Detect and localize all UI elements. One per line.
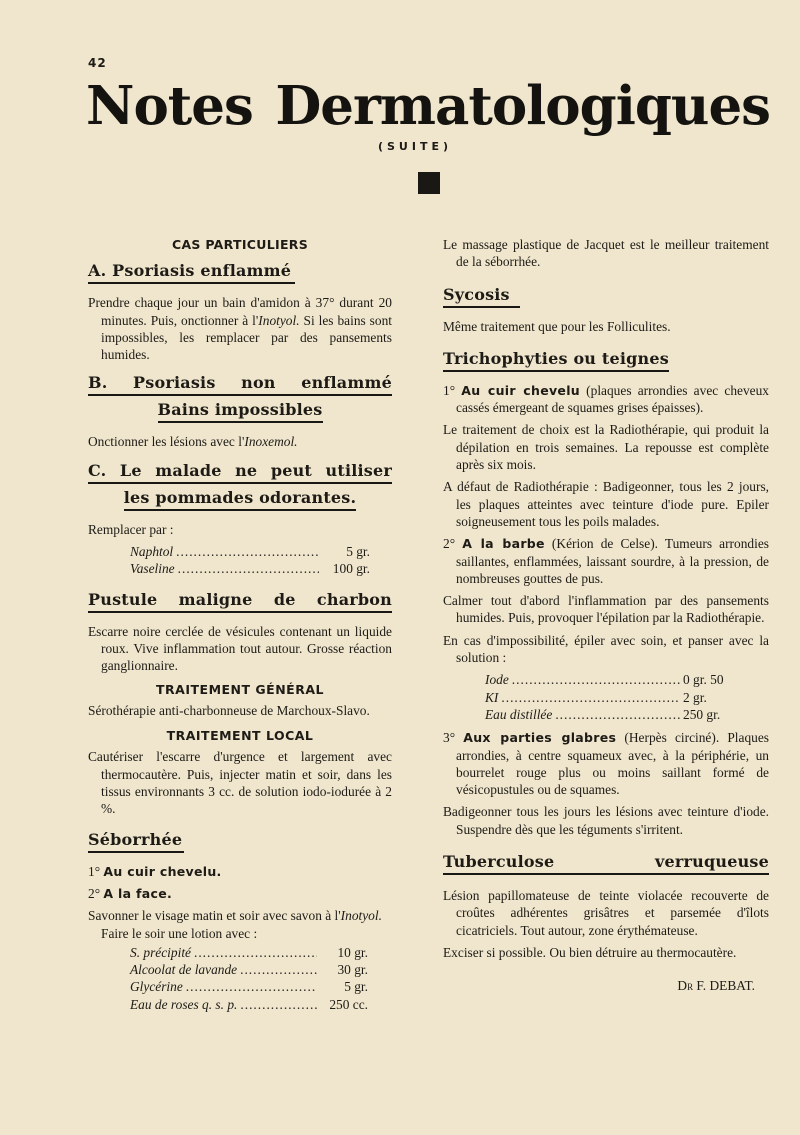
trichophyties-text-5: Calmer tout d'abord l'inflammation par des pansements humides. Puis, provoquer l'épilation par la Radiothérapie. xyxy=(443,593,769,626)
pustule-maligne-heading: Pustule maligne de charbon xyxy=(88,590,392,613)
tuberculose-heading: Tuberculose verruqueuse xyxy=(443,852,769,875)
traitement-general-heading: TRAITEMENT GÉNÉRAL xyxy=(156,681,324,697)
psoriasis-non-enflamme-text: Onctionner les lésions avec l'Inoxemol. xyxy=(88,434,298,450)
tuberculose-text: Lésion papillomateuse de teinte violacée recouverte de croûtes adhérentes grisâtres et parsemée d'îlots cicatriciels. Tout autour, zone érythémateuse. xyxy=(443,888,769,938)
malade-heading-line-1: C. Le malade ne peut utiliser xyxy=(88,461,392,484)
subtitle-suite: (SUITE) xyxy=(377,140,453,153)
trichophyties-item-1: 1° Au cuir chevelu (plaques arrondies avec cheveux cassés émergeant de squames grises épaisses). xyxy=(443,382,769,416)
prescription-row: Alcoolat de lavande ..... 30 gr. xyxy=(130,961,368,978)
trichophyties-text-2: Le traitement de choix est la Radiothérapie, qui produit la dépilation en trois semaines. La repousse est complète après six mois. xyxy=(443,422,769,473)
trichophyties-heading: Trichophyties ou teignes xyxy=(443,349,669,372)
tuberculose-text-2: Exciser si possible. Ou bien détruire au thermocautère. xyxy=(443,944,737,960)
prescription-row: Eau de roses q. s. p. ..... 250 cc. xyxy=(130,996,368,1013)
sycosis-text: Même traitement que pour les Folliculites. xyxy=(443,318,671,334)
bains-impossibles-heading: Bains impossibles xyxy=(158,400,323,423)
cas-particuliers-heading: CAS PARTICULIERS xyxy=(171,237,309,252)
psoriasis-enflamme-heading: A. Psoriasis enflammé xyxy=(88,261,295,284)
sycosis-heading: Sycosis xyxy=(443,285,520,308)
traitement-local-text: Cautériser l'escarre d'urgence et largement avec thermocautère. Puis, injecter matin et soir, dans les tissus environnants 3 cc. de solution iodo-iodurée à 2 %. xyxy=(88,749,392,817)
pustule-text: Escarre noire cerclée de vésicules contenant un liquide roux. Vive inflammation tout autour. Grosse réaction ganglionnaire. xyxy=(88,623,392,674)
prescription-row: KI ..... 2 gr. xyxy=(485,689,747,706)
trichophyties-item-2: 2° A la barbe (Kérion de Celse). Tumeurs arrondies saillantes, enflammées, laissant sourdre, à la pression, de nombreuses gouttes de pus. xyxy=(443,536,769,586)
page-title xyxy=(86,72,770,140)
seborrhee-item-1: 1° Au cuir chevelu. xyxy=(88,863,222,879)
seborrhee-heading: Séborrhée xyxy=(88,830,184,853)
seborrhee-text: Savonner le visage matin et soir avec savon à l'Inotyol. Faire le soir une lotion avec : xyxy=(88,908,382,941)
title-word-1: Notes xyxy=(86,75,253,137)
prescription-solution xyxy=(485,671,747,723)
prescription-row: Vaseline ..... 100 gr. xyxy=(130,560,370,577)
traitement-general-text: Sérothérapie anti-charbonneuse de Marchoux-Slavo. xyxy=(88,702,370,718)
psoriasis-enflamme-text: Prendre chaque jour un bain d'amidon à 37° durant 20 minutes. Puis, onctionner à l'Inotyol. Si les bains sont impossibles, les remplacer par des pansements humides. xyxy=(88,295,392,363)
trichophyties-text-3: A défaut de Radiothérapie : Badigeonner, tous les 2 jours, les plaques atteintes avec teinture d'iode pure. Epiler soigneusement tous les poils malades. xyxy=(443,479,769,529)
page-number: 42 xyxy=(88,56,107,70)
psoriasis-non-enflamme-heading: B. Psoriasis non enflammé xyxy=(88,373,392,396)
decorative-square-icon xyxy=(418,172,440,194)
malade-heading-line-2: les pommades odorantes. xyxy=(124,488,357,511)
signature: Dr F. DEBAT. xyxy=(677,978,755,994)
prescription-row: Eau distillée ..... 250 gr. xyxy=(485,706,747,723)
traitement-local-heading: TRAITEMENT LOCAL xyxy=(166,728,314,744)
seborrhee-continuation-text: Le massage plastique de Jacquet est le meilleur traitement de la séborrhée. xyxy=(443,237,769,270)
trichophyties-text-8: Badigeonner tous les jours les lésions avec teinture d'iode. Suspendre dès que les téguments s'irritent. xyxy=(443,804,769,837)
right-column xyxy=(443,236,769,995)
prescription-lotion xyxy=(130,944,368,1013)
prescription-row: Iode ..... 0 gr. 50 xyxy=(485,671,747,688)
trichophyties-text-6: En cas d'impossibilité, épiler avec soin, et panser avec la solution : xyxy=(443,632,769,666)
prescription-row: Glycérine ..... 5 gr. xyxy=(130,978,368,995)
prescription-row: Naphtol ..... 5 gr. xyxy=(130,543,370,560)
trichophyties-item-3: 3° Aux parties glabres (Herpès circiné). Plaques arrondies, à centre squameux avec, à la périphérie, un bourrelet rouge plus ou moins saillant formé de vésicopustules ou de squames. xyxy=(443,730,769,798)
prescription-row: S. précipité ..... 10 gr. xyxy=(130,944,368,961)
remplacer-text: Remplacer par : xyxy=(88,521,174,537)
prescription-naphtol xyxy=(130,543,370,578)
left-column xyxy=(88,236,392,1019)
seborrhee-item-2: 2° A la face. xyxy=(88,885,173,901)
title-word-2: Dermatologiques xyxy=(275,75,770,137)
